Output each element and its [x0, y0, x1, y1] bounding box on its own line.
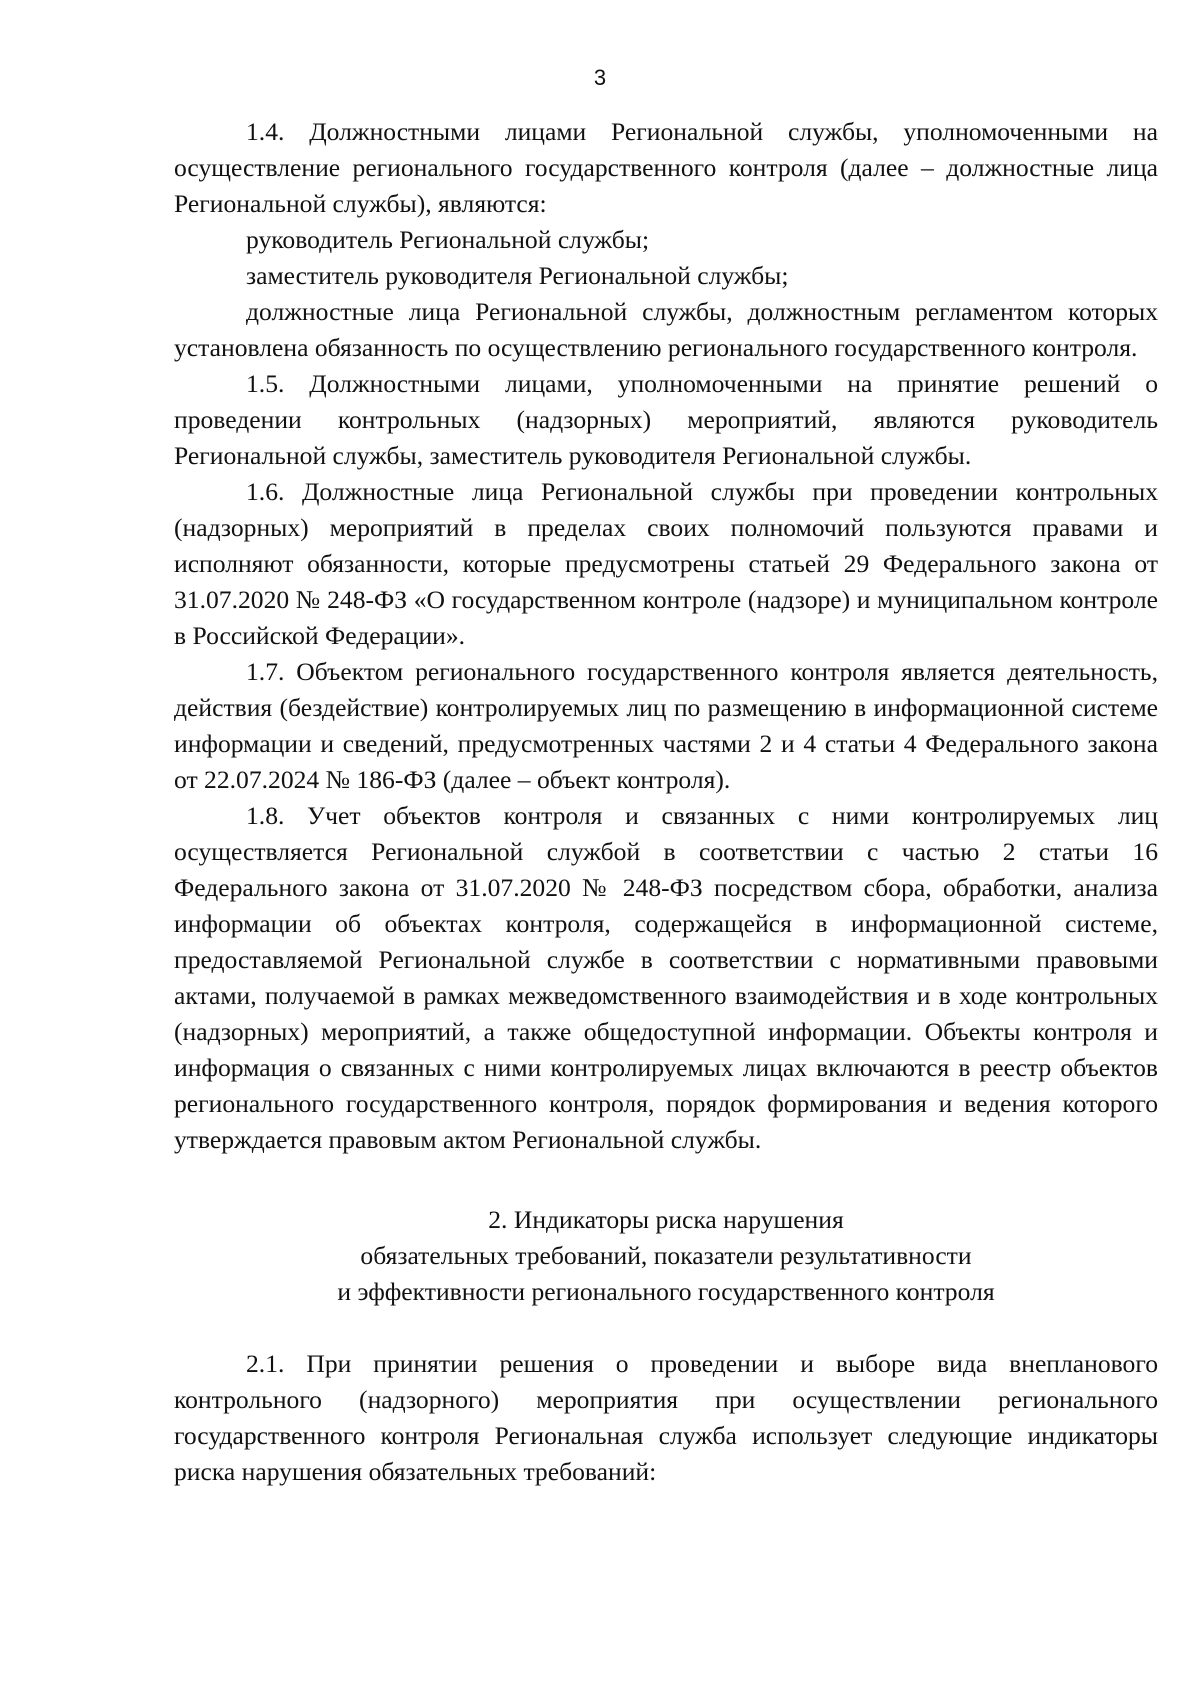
section-heading-line: обязательных требований, показатели результативности — [360, 1241, 972, 1270]
list-item-officials: должностные лица Региональной службы, должностным регламентом которых установлена обязанность по осуществлению регионального государственного контроля. — [174, 297, 1158, 362]
paragraph-1-6: 1.6. Должностные лица Региональной службы при проведении контрольных (надзорных) мероприятий в пределах своих полномочий пользуются правами и исполняют обязанности, которые предусмотрены статьей 29 Федерального закона от 31.07.2020 № 248-ФЗ «О государственном контроле (надзоре) и муниципальном контроле в Российской Федерации». — [174, 477, 1158, 650]
paragraph-1-5: 1.5. Должностными лицами, уполномоченными на принятие решений о проведении контрольных (надзорных) мероприятий, являются руководитель Региональной службы, заместитель руководителя Региональной службы. — [174, 369, 1158, 470]
paragraph-1-7: 1.7. Объектом регионального государственного контроля является деятельность, действия (бездействие) контролируемых лиц по размещению в информационной системе информации и сведений, предусмотренных частями 2 и 4 статьи 4 Федерального закона от 22.07.2024 № 186-ФЗ (далее – объект контроля). — [174, 657, 1158, 794]
paragraph-1-8: 1.8. Учет объектов контроля и связанных с ними контролируемых лиц осуществляется Региональной службой в соответствии с частью 2 статьи 16 Федерального закона от 31.07.2020 № 248-ФЗ посредством сбора, обработки, анализа информации об объектах контроля, содержащейся в информационной системе, предоставляемой Региональной службе в соответствии с нормативными правовыми актами, получаемой в рамках межведомственного взаимодействия и в ходе контрольных (надзорных) мероприятий, а также общедоступной информации. Объекты контроля и информация о связанных с ними контролируемых лицах включаются в реестр объектов регионального государственного контроля, порядок формирования и ведения которого утверждается правовым актом Региональной службы. — [174, 801, 1158, 1154]
list-item-deputy: заместитель руководителя Региональной службы; — [246, 261, 789, 290]
page-number: 3 — [593, 65, 607, 90]
section-heading-line: и эффективности регионального государственного контроля — [337, 1277, 995, 1306]
paragraph-2-1: 2.1. При принятии решения о проведении и выборе вида внепланового контрольного (надзорного) мероприятия при осуществлении регионального государственного контроля Региональная служба использует следующие индикаторы риска нарушения обязательных требований: — [174, 1349, 1158, 1486]
list-item-head: руководитель Региональной службы; — [246, 225, 650, 254]
paragraph-1-4: 1.4. Должностными лицами Региональной службы, уполномоченными на осуществление регионального государственного контроля (далее – должностные лица Региональной службы), являются: — [174, 117, 1158, 218]
section-heading-line: 2. Индикаторы риска нарушения — [488, 1205, 844, 1234]
section-2-heading — [174, 1202, 1158, 1310]
document-body — [174, 114, 1158, 1490]
